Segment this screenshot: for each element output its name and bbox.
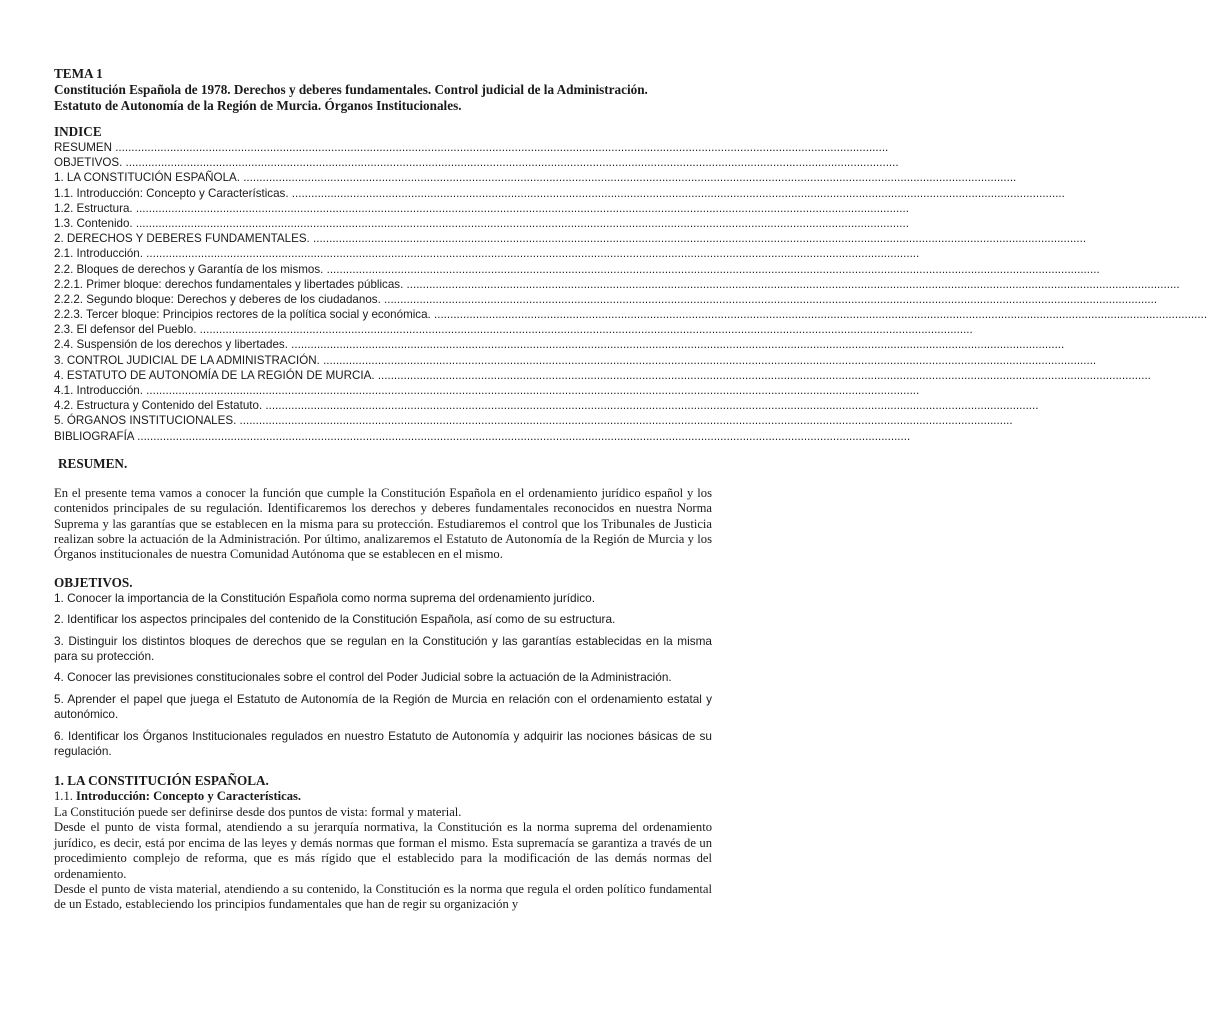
objetivo-item: 2. Identificar los aspectos principales del contenido de la Constitución Española, así como de su estructura. (54, 612, 616, 627)
tema-title-line-1: Constitución Española de 1978. Derechos y deberes fundamentales. Control judicial de la Administración. (54, 82, 648, 97)
index-item-text: 4. ESTATUTO DE AUTONOMÍA DE LA REGIÓN DE MURCIA. (54, 368, 375, 382)
index-leader-dots: ................................................................................................................................................................................................................................................ (430, 308, 1207, 322)
objetivos-list (54, 591, 712, 760)
index-leader-dots: ................................................................................................................................................................................................................................................ (111, 141, 889, 154)
index-item-text: 5. ÓRGANOS INSTITUCIONALES. (54, 414, 237, 428)
index-item-text: 2.2.1. Primer bloque: derechos fundamentales y libertades públicas. (54, 277, 404, 291)
index-item-text: 2. DERECHOS Y DEBERES FUNDAMENTALES. (54, 232, 310, 246)
index-item (54, 337, 1065, 352)
index-leader-dots: ................................................................................................................................................................................................................................................ (132, 201, 909, 215)
section-1-heading: 1. LA CONSTITUCIÓN ESPAÑOLA. (54, 773, 269, 789)
index-leader-dots: ................................................................................................................................................................................................................................................ (132, 216, 909, 230)
document-header (54, 66, 712, 114)
index-item (54, 140, 889, 155)
index-leader-dots: ................................................................................................................................................................................................................................................ (288, 186, 1065, 200)
index-leader-dots: ................................................................................................................................................................................................................................................ (403, 277, 1180, 291)
index-item (54, 262, 1100, 277)
index-leader-dots: ................................................................................................................................................................................................................................................ (262, 399, 1039, 413)
section-1-paragraph: La Constitución puede ser definirse desde dos puntos de vista: formal y material. (54, 805, 462, 820)
table-of-contents (54, 140, 1207, 444)
index-item (54, 368, 1151, 383)
index-item-text: 1. LA CONSTITUCIÓN ESPAÑOLA. (54, 171, 240, 185)
index-item (54, 216, 909, 231)
section-1-paragraph: Desde el punto de vista formal, atendiendo a su jerarquía normativa, la Constitución es la norma suprema del ordenamiento jurídico, es decir, está por encima de las leyes y demás normas que forman el mismo. Esta supremacía se garantiza a través de un procedimiento complejo de reforma, que es más rígido que el establecido para la modificación de las demás normas del ordenamiento. (54, 820, 712, 881)
index-leader-dots: ................................................................................................................................................................................................................................................ (142, 384, 920, 397)
index-leader-dots: ................................................................................................................................................................................................................................................ (239, 171, 1017, 185)
objetivo-item: 6. Identificar los Órganos Institucionales regulados en nuestro Estatuto de Autonomía y adquirir las nociones básicas de su regulación. (54, 728, 712, 759)
section-1-paragraph: Desde el punto de vista material, atendiendo a su contenido, la Constitución es la norma que regula el orden político fundamental de un Estado, estableciendo los principios fundamentales que han de regir su organización y (54, 882, 712, 912)
index-item (54, 398, 1039, 413)
objetivos-heading: OBJETIVOS. (54, 574, 133, 590)
objetivo-item: 1. Conocer la importancia de la Constitución Española como norma suprema del ordenamiento jurídico. (54, 590, 595, 605)
index-leader-dots: ................................................................................................................................................................................................................................................ (236, 414, 1013, 428)
index-item-text: 2.1. Introducción. (54, 247, 143, 261)
index-item (54, 246, 920, 261)
objetivo-item: 5. Aprender el papel que juega el Estatuto de Autonomía de la Región de Murcia en relación con el ordenamiento estatal y autonómico. (54, 691, 712, 722)
index-leader-dots: ................................................................................................................................................................................................................................................ (287, 338, 1065, 352)
index-item (54, 322, 973, 337)
index-item (54, 413, 1013, 428)
index-item (54, 277, 1180, 292)
index-item (54, 201, 909, 216)
tema-label: TEMA 1 (54, 66, 103, 81)
index-item-text: 2.4. Suspensión de los derechos y libertades. (54, 338, 288, 352)
section-1-1-number: 1.1. (54, 789, 73, 804)
index-item-text: BIBLIOGRAFÍA (54, 429, 134, 443)
index-item (54, 292, 1158, 307)
index-item (54, 155, 899, 170)
section-1-1-title: Introducción: Concepto y Características. (76, 789, 302, 804)
index-item-text: OBJETIVOS. (54, 156, 123, 170)
index-item-text: 2.2.2. Segundo bloque: Derechos y deberes de los ciudadanos. (54, 292, 381, 306)
index-item (54, 429, 911, 444)
index-item (54, 353, 1097, 368)
index-leader-dots: ................................................................................................................................................................................................................................................ (309, 232, 1087, 246)
index-item (54, 186, 1065, 201)
objetivo-item: 4. Conocer las previsiones constitucionales sobre el control del Poder Judicial sobre la actuación de la Administración. (54, 670, 672, 685)
index-item-text: 2.2. Bloques de derechos y Garantía de los mismos. (54, 262, 324, 276)
resumen-text: En el presente tema vamos a conocer la función que cumple la Constitución Española en el ordenamiento jurídico español y los contenidos principales de su regulación. Identificaremos los derechos y deberes fundamentales reconocidos en nuestra Norma Suprema y las garantías que se establecen en la misma para su protección. Estudiaremos el control que los Tribunales de Justicia realizan sobre la actuación de la Administración. Por último, analizaremos el Estatuto de Autonomía de la Región de Murcia y los Órganos institucionales de nuestra Comunidad Autónoma que se establecen en el mismo. (54, 485, 712, 562)
index-item-text: 1.2. Estructura. (54, 201, 133, 215)
index-item-text: 3. CONTROL JUDICIAL DE LA ADMINISTRACIÓN. (54, 353, 320, 367)
index-title: INDICE (54, 124, 102, 139)
index-leader-dots: ................................................................................................................................................................................................................................................ (319, 353, 1097, 367)
index-item-text: 2.2.3. Tercer bloque: Principios rectores de la política social y económica. (54, 308, 431, 322)
index-leader-dots: ................................................................................................................................................................................................................................................ (142, 247, 920, 261)
index-item (54, 231, 1087, 246)
index-leader-dots: ................................................................................................................................................................................................................................................ (380, 292, 1158, 306)
index-leader-dots: ................................................................................................................................................................................................................................................ (122, 156, 899, 170)
index-item-text: 2.3. El defensor del Pueblo. (54, 323, 197, 337)
index-item-text: 1.3. Contenido. (54, 216, 133, 230)
index-item-text: RESUMEN (54, 141, 112, 154)
tema-title-line-2: Estatuto de Autonomía de la Región de Murcia. Órganos Institucionales. (54, 98, 462, 113)
index-item (54, 307, 1207, 322)
objetivo-item: 3. Distinguir los distintos bloques de derechos que se regulan en la Constitución y las garantías establecidas en la misma para su protección. (54, 633, 712, 663)
resumen-heading: RESUMEN. (58, 455, 128, 471)
index-item (54, 383, 920, 398)
index-item (54, 170, 1017, 185)
index-leader-dots: ................................................................................................................................................................................................................................................ (196, 323, 973, 337)
index-leader-dots: ................................................................................................................................................................................................................................................ (133, 429, 911, 443)
index-leader-dots: ................................................................................................................................................................................................................................................ (323, 262, 1100, 276)
index-item-text: 4.1. Introducción. (54, 384, 143, 397)
section-1-1-heading (54, 789, 712, 805)
index-item-text: 1.1. Introducción: Concepto y Características. (54, 186, 289, 200)
index-item-text: 4.2. Estructura y Contenido del Estatuto. (54, 399, 263, 413)
index-leader-dots: ................................................................................................................................................................................................................................................ (374, 368, 1151, 382)
